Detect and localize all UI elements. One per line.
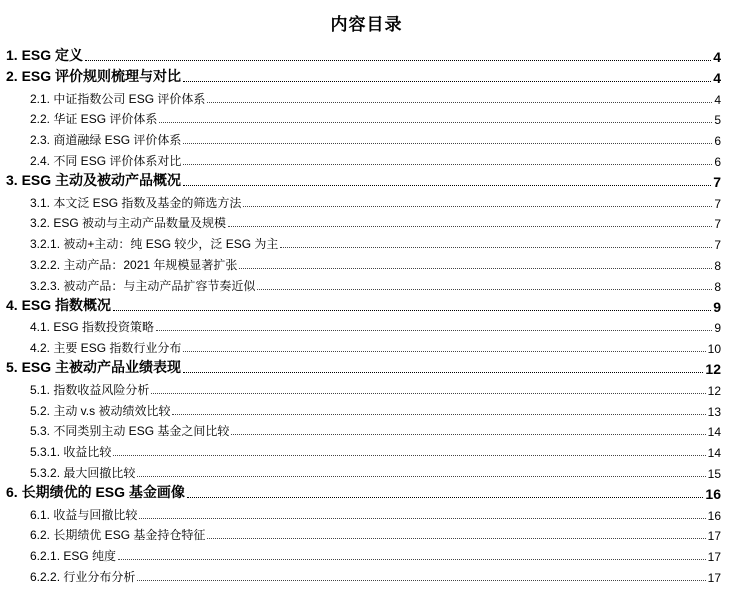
toc-entry-label: 6.2. 长期绩优 ESG 基金持仓特征 <box>0 526 205 543</box>
toc-page-number: 17 <box>707 550 721 565</box>
toc-entry-label: 1. ESG 定义 <box>0 45 83 65</box>
dot-leader <box>137 580 705 581</box>
toc-page-number: 4 <box>714 92 721 107</box>
toc-page-number: 8 <box>714 259 721 273</box>
toc-chapter-entry[interactable] <box>0 170 733 190</box>
dot-leader <box>113 455 705 456</box>
toc-page-number: 13 <box>707 404 721 419</box>
toc-section-entry[interactable] <box>0 419 733 439</box>
toc-section-entry[interactable] <box>0 128 733 148</box>
dot-leader <box>257 289 712 290</box>
toc-chapter-entry[interactable] <box>0 357 733 377</box>
toc-page-number: 16 <box>707 508 721 523</box>
toc-section-entry[interactable] <box>0 274 733 294</box>
toc-section-entry[interactable] <box>0 149 733 169</box>
dot-leader <box>183 81 711 82</box>
dot-leader <box>151 393 705 394</box>
toc-section-entry[interactable] <box>0 565 733 585</box>
toc-page-number: 7 <box>714 238 721 253</box>
dot-leader <box>231 434 705 435</box>
toc-entry-label: 2.4. 不同 ESG 评价体系对比 <box>0 152 181 169</box>
toc-entry-label: 2. ESG 评价规则梳理与对比 <box>0 66 181 86</box>
dot-leader <box>159 122 712 123</box>
toc-entry-label: 3.1. 本文泛 ESG 指数及基金的筛选方法 <box>0 194 241 211</box>
toc-entry-label: 5.1. 指数收益风险分析 <box>0 381 149 398</box>
toc-entry-label: 6. 长期绩优的 ESG 基金画像 <box>0 482 185 502</box>
dot-leader <box>137 476 705 477</box>
dot-leader <box>183 143 712 144</box>
toc-entry-label: 3. ESG 主动及被动产品概况 <box>0 170 181 190</box>
toc-page-number: 15 <box>707 467 721 481</box>
toc-page-number: 9 <box>713 298 721 315</box>
toc-section-entry[interactable] <box>0 191 733 211</box>
dot-leader <box>207 538 705 539</box>
toc-page-number: 14 <box>707 425 721 440</box>
toc-section-entry[interactable] <box>0 503 733 523</box>
toc-page-number: 8 <box>714 279 721 294</box>
toc-entry-label: 3.2.3. 被动产品：与主动产品扩容节奏近似 <box>0 277 255 294</box>
toc-chapter-entry[interactable] <box>0 482 733 502</box>
toc-section-entry[interactable] <box>0 378 733 398</box>
toc-section-entry[interactable] <box>0 211 733 231</box>
toc-entry-label: 5.3.1. 收益比较 <box>0 443 111 460</box>
toc-entry-label: 2.1. 中证指数公司 ESG 评价体系 <box>0 90 205 107</box>
toc-page-number: 6 <box>714 134 721 149</box>
dot-leader <box>207 102 712 103</box>
toc-section-entry[interactable] <box>0 253 733 273</box>
toc-section-entry[interactable] <box>0 544 733 564</box>
toc-page-number: 10 <box>707 342 721 357</box>
dot-leader <box>172 414 705 415</box>
dot-leader <box>139 518 705 519</box>
toc-page-number: 5 <box>714 113 721 128</box>
toc-entry-label: 5.3. 不同类别主动 ESG 基金之间比较 <box>0 422 229 439</box>
toc-entry-label: 3.2.1. 被动+主动：纯 ESG 较少，泛 ESG 为主 <box>0 235 278 252</box>
dot-leader <box>113 310 711 311</box>
toc-page-number: 12 <box>707 383 721 398</box>
toc-section-entry[interactable] <box>0 399 733 419</box>
dot-leader <box>183 351 705 352</box>
toc-page-number: 17 <box>707 529 721 544</box>
toc-entry-label: 5.2. 主动 v.s 被动绩效比较 <box>0 402 170 419</box>
toc-entry-label: 3.2. ESG 被动与主动产品数量及规模 <box>0 214 226 231</box>
toc-section-entry[interactable] <box>0 336 733 356</box>
toc-entry-label: 4.2. 主要 ESG 指数行业分布 <box>0 339 181 356</box>
toc-page-number: 6 <box>714 155 721 169</box>
dot-leader <box>183 185 711 186</box>
toc-page-number: 14 <box>707 446 721 461</box>
toc-entry-label: 5.3.2. 最大回撤比较 <box>0 464 135 481</box>
toc-page-number: 12 <box>705 361 721 377</box>
toc-chapter-entry[interactable] <box>0 45 733 65</box>
toc-section-entry[interactable] <box>0 315 733 335</box>
toc-entry-label: 3.2.2. 主动产品：2021 年规模显著扩张 <box>0 256 237 273</box>
dot-leader <box>183 164 712 165</box>
toc-section-entry[interactable] <box>0 523 733 543</box>
toc-page-number: 7 <box>714 196 721 211</box>
toc-chapter-entry[interactable] <box>0 295 733 315</box>
toc-entry-label: 4. ESG 指数概况 <box>0 295 111 315</box>
dot-leader <box>239 268 712 269</box>
dot-leader <box>183 372 703 373</box>
dot-leader <box>187 497 704 498</box>
toc-section-entry[interactable] <box>0 461 733 481</box>
toc-entry-label: 5. ESG 主被动产品业绩表现 <box>0 357 181 377</box>
toc-page-number: 7 <box>714 217 721 232</box>
toc-page-number: 16 <box>705 485 721 502</box>
toc-page-number: 7 <box>713 173 721 190</box>
toc-section-entry[interactable] <box>0 87 733 107</box>
toc-title: 内容目录 <box>330 15 403 35</box>
dot-leader <box>85 60 711 61</box>
toc-chapter-entry[interactable] <box>0 66 733 86</box>
toc-entry-label: 6.2.1. ESG 纯度 <box>0 547 116 564</box>
toc-entry-label: 4.1. ESG 指数投资策略 <box>0 318 154 335</box>
toc-entry-label: 6.1. 收益与回撤比较 <box>0 506 137 523</box>
toc-section-entry[interactable] <box>0 440 733 460</box>
dot-leader <box>228 226 712 227</box>
toc-section-entry[interactable] <box>0 107 733 127</box>
toc-entry-label: 2.2. 华证 ESG 评价体系 <box>0 110 157 127</box>
dot-leader <box>156 330 712 331</box>
dot-leader <box>280 247 712 248</box>
toc-entry-label: 6.2.2. 行业分布分析 <box>0 568 135 585</box>
toc-page-number: 17 <box>707 571 721 585</box>
toc-entry-label: 2.3. 商道融绿 ESG 评价体系 <box>0 131 181 148</box>
toc-page-number: 4 <box>713 49 721 65</box>
toc-section-entry[interactable] <box>0 232 733 252</box>
dot-leader <box>243 206 712 207</box>
dot-leader <box>118 559 706 560</box>
toc-page-number: 4 <box>713 69 721 86</box>
toc-page-number: 9 <box>714 321 721 336</box>
